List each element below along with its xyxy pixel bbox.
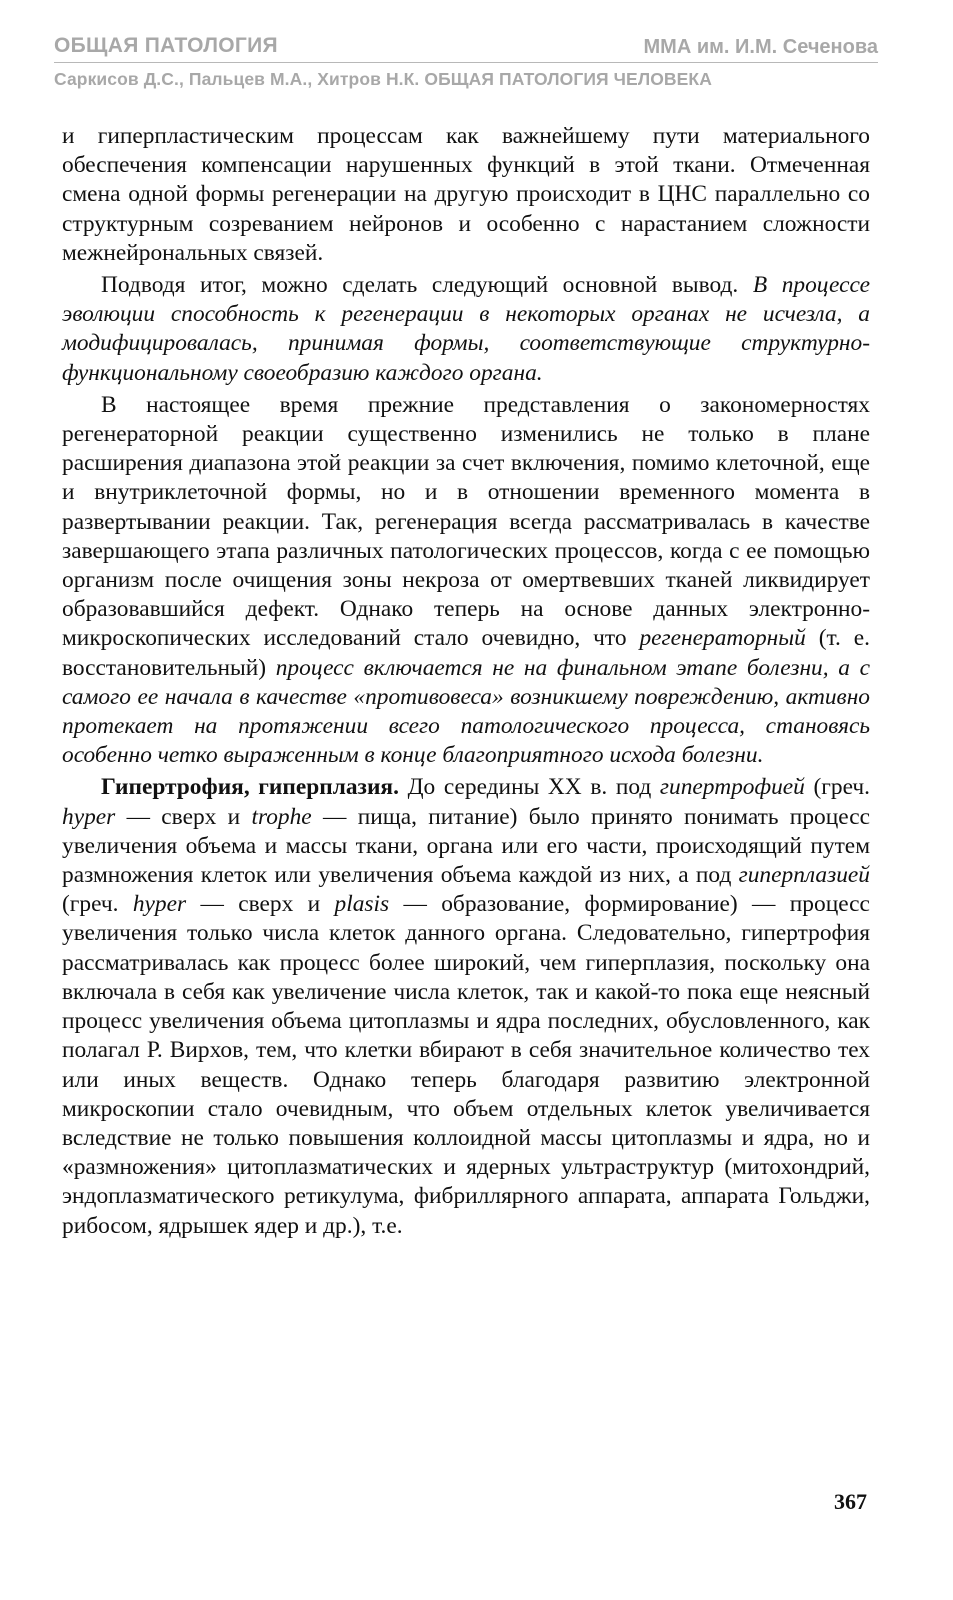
paragraph-4-text: (греч. (62, 891, 119, 918)
paragraph-2-conclusion: В процессе эволюции способность к регенерации в некоторых органах не исчезла, а модифицировалась, принимая формы, соответствующие структурно-функциональному своеобразию каждого органа. (62, 272, 870, 386)
paragraph-4-text: До середины XX в. под (407, 774, 652, 801)
section-heading: Гипертрофия, гиперплазия. (101, 774, 399, 801)
paragraph-4 (62, 773, 870, 1240)
body-text (62, 119, 870, 1241)
paragraph-4-text: — сверх и (200, 891, 321, 918)
term-hyper: hyper (132, 891, 187, 918)
paragraph-4-text: (греч. (813, 774, 870, 801)
paragraph-3 (62, 391, 870, 771)
paragraph-3-text-2: (т. е. восстановительный) (62, 625, 870, 681)
term-hypertrophy: гипертрофией (659, 774, 805, 801)
paragraph-3-emphasis: процесс включается не на финальном этапе болезни, а с самого ее начала в качестве «противовеса» возникшему повреждению, активно протекает на протяжении всего патологического процесса, становясь особенно четко выраженным в конце благоприятного исхода болезни. (62, 654, 870, 769)
paragraph-2-lead: Подводя итог, можно сделать следующий основной вывод. (101, 272, 739, 299)
paragraph-4-text: — образование, формирование) — процесс увеличения только числа клеток данного органа. Следовательно, гипертрофия рассматривалась как процесс более широкий, чем гиперплазия, поскольку она включала в себя как увеличение числа клеток, так и какой-то пока еще неясный процесс увеличения объема цитоплазмы и ядра последних, обусловленного, как полагал Р. Вирхов, тем, что клетки вбирают в себя значительное количество тех или иных веществ. Однако теперь благодаря развитию электронной микроскопии стало очевидным, что объем отдельных клеток увеличивается вследствие не только повышения коллоидной массы цитоплазмы и ядра, но и «размножения» цитоплазматических и ядерных ультраструктур (митохондрий, эндоплазматического ретикулума, фибриллярного аппарата, аппарата Гольджи, рибосом, ядрышек ядер и др.), т.е. (62, 891, 870, 1239)
paragraph-3-text-1: В настоящее время прежние представления о закономерностях регенераторной реакции существенно изменились не только в плане расширения диапазона этой реакции за счет включения, помимо клеточной, еще и внутриклеточной формы, но и в отношении временного момента в развертывании реакции. Так, регенерация всегда рассматривалась в качестве завершающего этапа различных патологических процессов, когда с ее помощью организм после очищения зоны некроза от омертвевших тканей ликвидирует образовавшийся дефект. Однако теперь на основе данных электронно-микроскопических исследований стало очевидно, что (62, 391, 870, 652)
paragraph-4-text: — сверх и (126, 803, 241, 830)
header-subtitle: Саркисов Д.С., Пальцев М.А., Хитров Н.К. ОБЩАЯ ПАТОЛОГИЯ ЧЕЛОВЕКА (54, 69, 712, 89)
term-hyper: hyper (62, 803, 116, 830)
term-trophe: trophe (251, 803, 312, 830)
term-hyperplasia: гиперплазией (738, 862, 870, 889)
term-plasis: plasis (334, 891, 390, 918)
header-rule (54, 62, 878, 63)
page-number: 367 (834, 1489, 867, 1514)
header-title: ОБЩАЯ ПАТОЛОГИЯ (54, 34, 278, 57)
paragraph-1: и гиперпластическим процессам как важнейшему пути материального обеспечения компенсации нарушенных функций в этой ткани. Отмеченная смена одной формы регенерации на другую происходит в ЦНС параллельно со структурным созреванием нейронов и особенно с нарастанием сложности межнейрональных связей. (62, 123, 870, 266)
paragraph-2 (62, 271, 870, 388)
header-institution: ММА им. И.М. Сеченова (643, 36, 878, 58)
paragraph-3-term: регенераторный (639, 625, 806, 652)
paragraph-4-text: — пища, питание) было принято понимать процесс увеличения объема и массы ткани, органа или его части, происходящий путем размножения клеток или увеличения объема каждой из них, а под (62, 803, 870, 889)
